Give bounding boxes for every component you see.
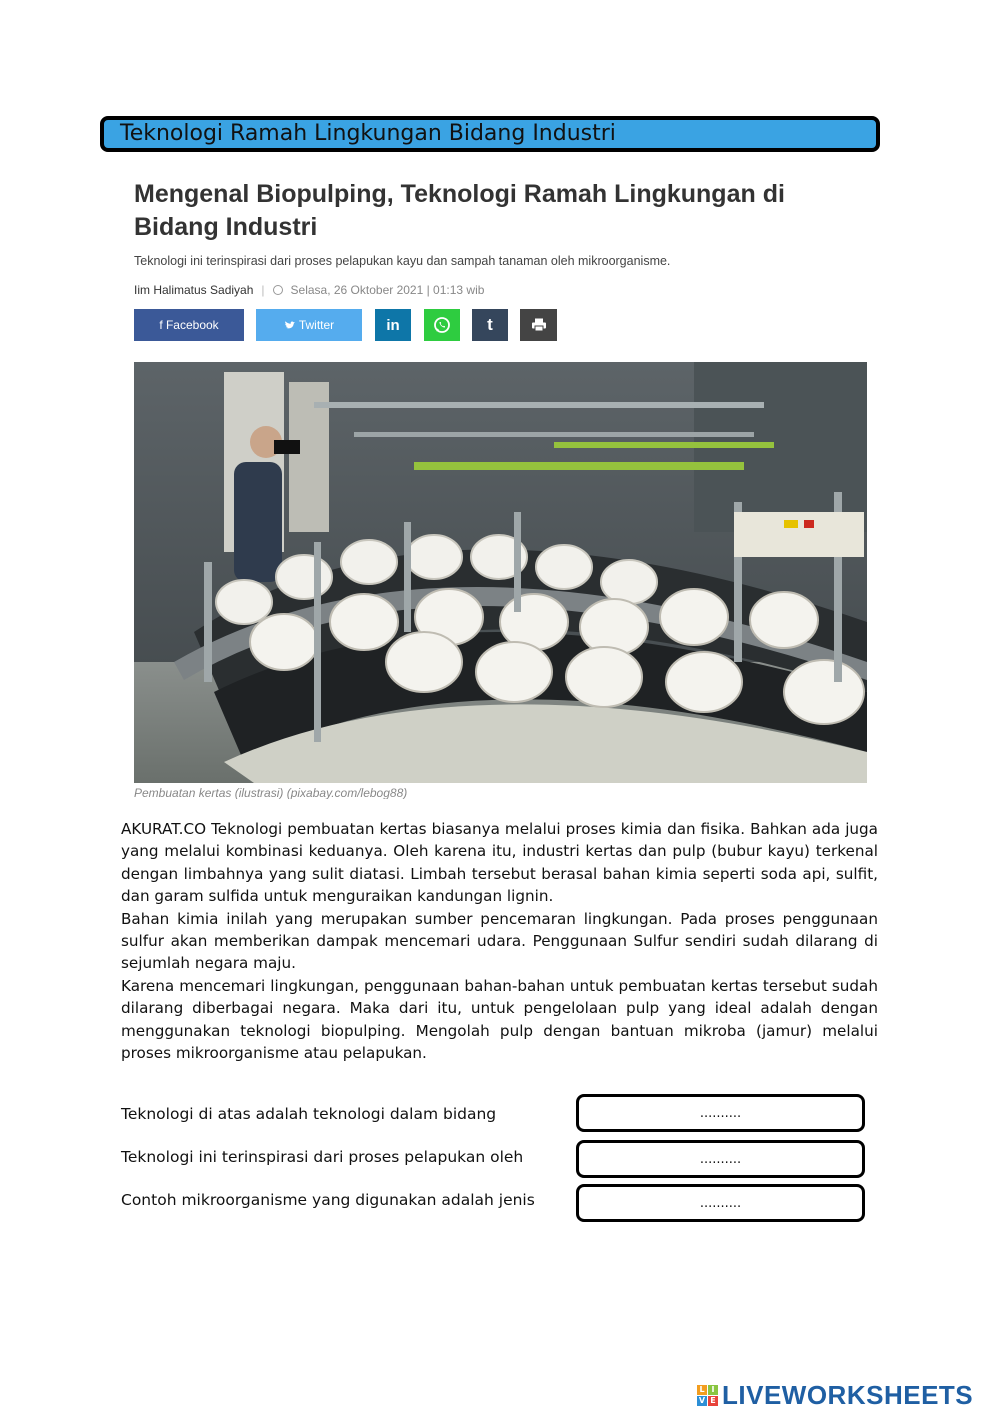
meta-separator: | <box>261 283 265 297</box>
answer-box-2[interactable]: .......... <box>576 1140 865 1178</box>
liveworksheets-logo <box>697 1380 973 1411</box>
logo-text: LIVEWORKSHEETS <box>722 1380 974 1410</box>
logo-mark-icon: L I V E <box>697 1385 718 1406</box>
question-3-label: Contoh mikroorganisme yang digunakan adalah jenis <box>121 1191 535 1209</box>
twitter-share-button[interactable] <box>256 309 362 341</box>
article-meta <box>134 283 484 297</box>
article-body <box>121 818 878 1064</box>
print-button[interactable] <box>520 309 557 341</box>
question-2-label: Teknologi ini terinspirasi dari proses pelapukan oleh <box>121 1148 524 1166</box>
article-subtitle: Teknologi ini terinspirasi dari proses pelapukan kayu dan sampah tanaman oleh mikroorganisme. <box>134 254 671 268</box>
facebook-share-button[interactable]: f Facebook <box>134 309 244 341</box>
question-1-label: Teknologi di atas adalah teknologi dalam bidang <box>121 1105 497 1123</box>
paper-factory-photo <box>134 362 867 783</box>
clock-icon <box>273 285 283 295</box>
twitter-bird-icon <box>284 321 295 330</box>
twitter-share-label: Twitter <box>298 318 335 332</box>
body-paragraph: Karena mencemari lingkungan, penggunaan bahan-bahan untuk pembuatan kertas tersebut sudah dilarang diberbagai negara. Maka dari itu, untuk pengelolaan pulp yang ideal adalah dengan menggunakan teknologi biopulping. Mengolah pulp dengan bantuan mikroba (jamur) melalui proses mikroorganisme atau pelapukan. <box>121 976 878 1063</box>
tumblr-share-button[interactable]: t <box>472 309 508 341</box>
photo-caption: Pembuatan kertas (ilustrasi) (pixabay.com/lebog88) <box>134 786 408 799</box>
worksheet-title-banner: Teknologi Ramah Lingkungan Bidang Industri <box>100 116 880 152</box>
body-paragraph: AKURAT.CO Teknologi pembuatan kertas biasanya melalui proses kimia dan fisika. Bahkan ada juga yang melalui kombinasi keduanya. Oleh karena itu, industri kertas dan pulp (bubur kayu) terkenal dengan limbahnya yang sulit diatasi. Limbah tersebut berasal bahan kimia seperti soda api, sulfit, dan garam sulfida untuk menguraikan kandungan lignin. <box>121 820 878 906</box>
whatsapp-share-button[interactable] <box>424 309 460 341</box>
answer-box-1[interactable]: .......... <box>576 1094 865 1132</box>
article-headline: Mengenal Biopulping, Teknologi Ramah Lingkungan di Bidang Industri <box>134 180 785 241</box>
printer-icon <box>531 318 547 332</box>
article-author: Iim Halimatus Sadiyah <box>134 283 254 297</box>
article-date: Selasa, 26 Oktober 2021 | 01:13 wib <box>290 283 485 297</box>
linkedin-share-button[interactable]: in <box>375 309 411 341</box>
answer-box-3[interactable]: .......... <box>576 1184 865 1222</box>
whatsapp-icon <box>433 316 451 334</box>
body-paragraph: Bahan kimia inilah yang merupakan sumber pencemaran lingkungan. Pada proses penggunaan sulfur akan memberikan dampak mencemari udara. Penggunaan Sulfur sendiri sudah dilarang di sejumlah negara maju. <box>121 909 878 973</box>
